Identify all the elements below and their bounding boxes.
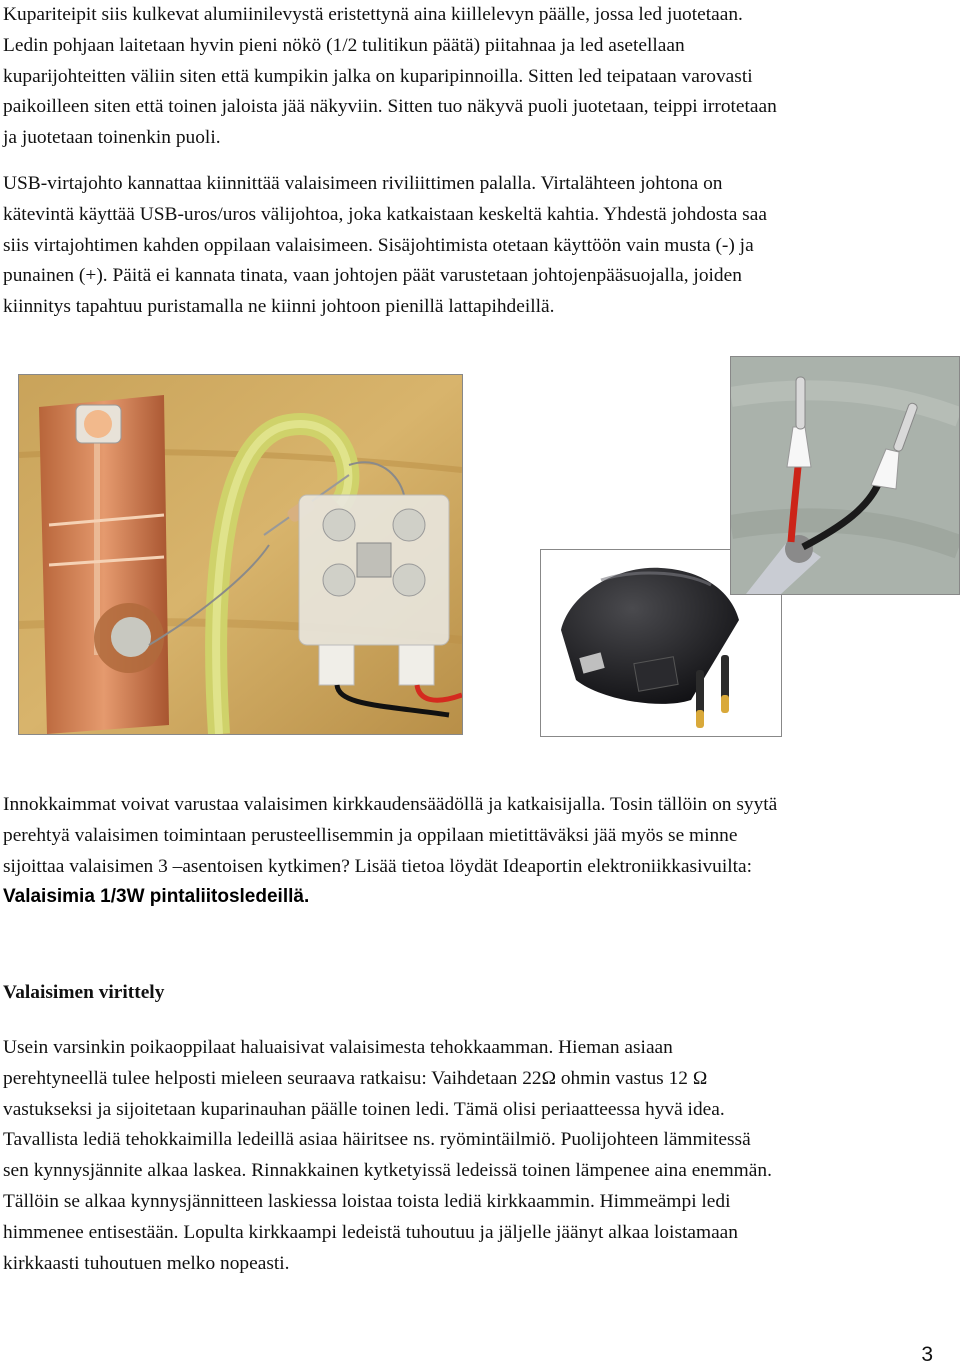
text-line: sen kynnysjännite alkaa laskea. Rinnakkainen kytketyissä ledeissä toinen lämpenee aina enemmän. [3, 1160, 772, 1182]
section-heading: Valaisimen virittely [3, 982, 165, 1003]
text-line: kätevintä käyttää USB-uros/uros välijohtoa, joka katkaistaan keskeltä kahtia. Yhdestä johdosta saa [3, 203, 767, 225]
text-line: paikoilleen siten että toinen jaloista jää näkyviin. Sitten tuo näkyvä puoli juotetaan, teippi irrotetaan [3, 96, 777, 118]
text-line: Tavallista lediä tehokkaimilla ledeillä asiaa häiritsee ns. ryömintäilmiö. Puolijohteen lämmitessä [3, 1129, 751, 1151]
text-line: kiinnitys tapahtuu puristamalla ne kiinni johtoon pienillä lattapihdeillä. [3, 296, 555, 318]
paragraph-led-mounting [3, 0, 953, 154]
text-line: ja juotetaan toinenkin puoli. [3, 127, 221, 149]
text-line: Tällöin se alkaa kynnysjännitteen laskiessa loistaa toista lediä kirkkaammin. Himmeämpi ledi [3, 1190, 731, 1212]
text-line: Usein varsinkin poikaoppilaat haluaisivat valaisimesta tehokkaamman. Hieman asiaan [3, 1037, 673, 1058]
page-number: 3 [921, 1343, 933, 1366]
paragraph-dimming [3, 790, 953, 913]
text-line: Kupariteipit siis kulkevat alumiinilevystä eristettynä aina kiillelevyn päälle, jossa led juotetaan. [3, 4, 743, 25]
link-valaisimia[interactable]: Valaisimia 1/3W pintaliitosledeillä. [3, 886, 310, 908]
text-line: USB-virtajohto kannattaa kiinnittää valaisimeen riviliittimen palalla. Virtalähteen johtona on [3, 173, 723, 194]
paragraph-tuning [3, 1033, 953, 1279]
paragraph-usb-power [3, 169, 953, 323]
text-line: Innokkaimmat voivat varustaa valaisimen kirkkaudensäädöllä ja katkaisijalla. Tosin tällöin on syytä [3, 794, 778, 815]
text-line: perehtyä valaisimen toimintaan perusteellisemmin ja oppilaan mietittäväksi jää myös se minne [3, 824, 738, 846]
photo-led-assembly [18, 374, 463, 735]
text-line: kuparijohteitten väliin siten että kumpikin jalka on kuparipinnoilla. Sitten led teipataan varovasti [3, 65, 753, 87]
text-line: vastukseksi ja sijoitetaan kuparinauhan päälle toinen ledi. Tämä olisi periaatteessa hyvä idea. [3, 1098, 725, 1120]
text-line: punainen (+). Päitä ei kannata tinata, vaan johtojen päät varustetaan johtojenpääsuojalla, joiden [3, 265, 742, 287]
text-line: kirkkaasti tuhoutuen melko nopeasti. [3, 1252, 290, 1274]
text-line: siis virtajohtimen kahden oppilaan valaisimeen. Sisäjohtimista otetaan käyttöön vain musta (-) ja [3, 234, 754, 256]
text-line: perehtyneellä tulee helposti mieleen seuraava ratkaisu: Vaihdetaan 22Ω ohmin vastus 12 Ω [3, 1067, 708, 1089]
text-line: himmenee entisestään. Lopulta kirkkaampi ledeistä tuhoutuu ja jäljelle jäänyt alkaa loistamaan [3, 1221, 738, 1243]
text-line: Ledin pohjaan laitetaan hyvin pieni nökö (1/2 tulitikun päätä) piitahnaa ja led asetellaan [3, 34, 685, 56]
text-line: sijoittaa valaisimen 3 –asentoisen kytkimen? Lisää tietoa löydät Ideaportin elektroniikkasivuilta: [3, 855, 753, 877]
photo-wire-ferrules [730, 356, 960, 595]
